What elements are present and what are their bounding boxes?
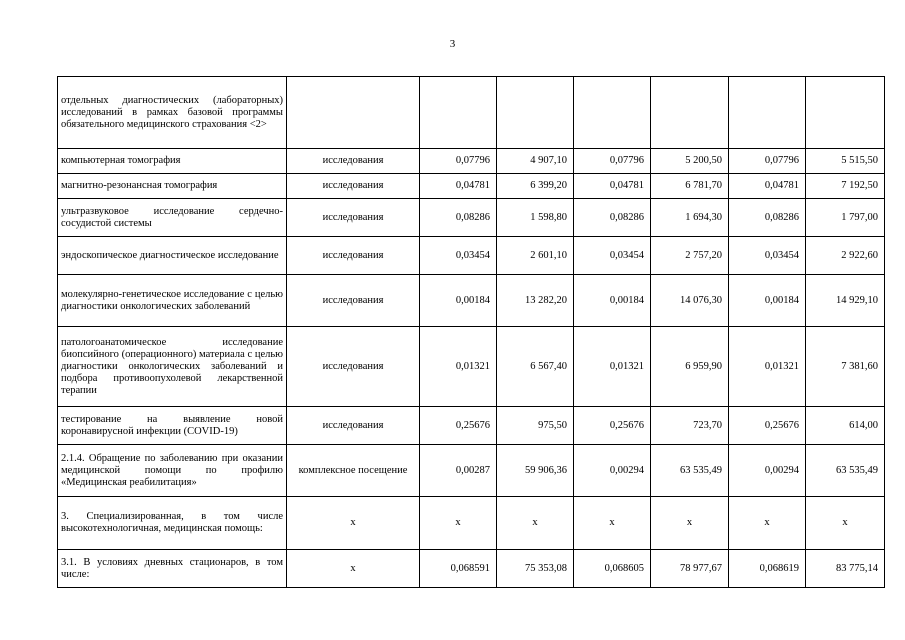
row-name: магнитно-резонансная томография	[58, 174, 287, 199]
row-unit: комплексное посещение	[287, 445, 420, 497]
row-value: 0,25676	[729, 407, 806, 445]
table-row	[58, 174, 885, 199]
row-value: 78 977,67	[651, 550, 729, 588]
row-name: 3. Специализированная, в том числе высокотехнологичная, медицинская помощь:	[58, 497, 287, 550]
row-value	[574, 77, 651, 149]
row-name: компьютерная томография	[58, 149, 287, 174]
row-value: 0,01321	[420, 327, 497, 407]
row-value: 0,07796	[420, 149, 497, 174]
row-value	[651, 77, 729, 149]
row-value: 0,03454	[729, 237, 806, 275]
row-value: 2 601,10	[497, 237, 574, 275]
row-unit: исследования	[287, 237, 420, 275]
row-value: 13 282,20	[497, 275, 574, 327]
row-value: 1 598,80	[497, 199, 574, 237]
row-value: 0,00294	[574, 445, 651, 497]
row-value: 14 076,30	[651, 275, 729, 327]
row-value: 0,04781	[420, 174, 497, 199]
row-value: х	[574, 497, 651, 550]
row-value: 0,01321	[729, 327, 806, 407]
row-value: 5 515,50	[806, 149, 885, 174]
row-value	[729, 77, 806, 149]
row-value: 0,08286	[420, 199, 497, 237]
row-value: 6 781,70	[651, 174, 729, 199]
row-value: 7 192,50	[806, 174, 885, 199]
row-value: 59 906,36	[497, 445, 574, 497]
row-value: х	[651, 497, 729, 550]
row-unit: исследования	[287, 275, 420, 327]
row-value: 0,07796	[729, 149, 806, 174]
table-row	[58, 199, 885, 237]
row-value: 6 959,90	[651, 327, 729, 407]
table-row	[58, 550, 885, 588]
row-value: 0,068619	[729, 550, 806, 588]
row-value: 0,07796	[574, 149, 651, 174]
row-value: 75 353,08	[497, 550, 574, 588]
row-value: 14 929,10	[806, 275, 885, 327]
row-value: 723,70	[651, 407, 729, 445]
row-value: х	[806, 497, 885, 550]
row-name: патологоанатомическое исследование биопсийного (операционного) материала с целью диагностики онкологических заболеваний и подбора противоопухолевой лекарственной терапии	[58, 327, 287, 407]
row-name: отдельных диагностических (лабораторных) исследований в рамках базовой программы обязательного медицинского страхования <2>	[58, 77, 287, 149]
row-unit: исследования	[287, 149, 420, 174]
row-value: 0,00184	[574, 275, 651, 327]
row-value: 0,068591	[420, 550, 497, 588]
table-row	[58, 445, 885, 497]
row-unit: исследования	[287, 327, 420, 407]
table-row	[58, 407, 885, 445]
table-row	[58, 327, 885, 407]
row-name: 3.1. В условиях дневных стационаров, в том числе:	[58, 550, 287, 588]
page-number: 3	[449, 38, 456, 50]
row-value: 0,068605	[574, 550, 651, 588]
row-unit	[287, 77, 420, 149]
row-value: 0,04781	[729, 174, 806, 199]
row-value: 975,50	[497, 407, 574, 445]
row-value: 0,00294	[729, 445, 806, 497]
row-value: х	[497, 497, 574, 550]
table-row	[58, 149, 885, 174]
row-value: 6 567,40	[497, 327, 574, 407]
row-value: 0,25676	[574, 407, 651, 445]
row-name: молекулярно-генетическое исследование с целью диагностики онкологических заболеваний	[58, 275, 287, 327]
row-unit: исследования	[287, 174, 420, 199]
row-unit: исследования	[287, 199, 420, 237]
row-value: 0,00184	[729, 275, 806, 327]
row-name: ультразвуковое исследование сердечно-сосудистой системы	[58, 199, 287, 237]
row-value: 5 200,50	[651, 149, 729, 174]
row-value	[420, 77, 497, 149]
row-value: 1 797,00	[806, 199, 885, 237]
row-value: 63 535,49	[651, 445, 729, 497]
row-name: 2.1.4. Обращение по заболеванию при оказании медицинской помощи по профилю «Медицинская реабилитация»	[58, 445, 287, 497]
row-value: 0,00287	[420, 445, 497, 497]
row-unit: х	[287, 550, 420, 588]
row-value	[497, 77, 574, 149]
table-row	[58, 497, 885, 550]
row-value: 0,04781	[574, 174, 651, 199]
table-row	[58, 77, 885, 149]
row-value: 0,08286	[574, 199, 651, 237]
table-row	[58, 237, 885, 275]
row-name: тестирование на выявление новой коронавирусной инфекции (COVID-19)	[58, 407, 287, 445]
row-value	[806, 77, 885, 149]
row-value: 7 381,60	[806, 327, 885, 407]
row-value: 0,01321	[574, 327, 651, 407]
row-value: 2 757,20	[651, 237, 729, 275]
row-value: 614,00	[806, 407, 885, 445]
row-value: 4 907,10	[497, 149, 574, 174]
row-value: 0,03454	[574, 237, 651, 275]
row-value: 0,03454	[420, 237, 497, 275]
row-value: х	[420, 497, 497, 550]
norms-table	[57, 76, 885, 588]
row-value: 6 399,20	[497, 174, 574, 199]
row-unit: исследования	[287, 407, 420, 445]
row-value: 0,08286	[729, 199, 806, 237]
row-value: х	[729, 497, 806, 550]
table-row	[58, 275, 885, 327]
row-value: 83 775,14	[806, 550, 885, 588]
row-name: эндоскопическое диагностическое исследование	[58, 237, 287, 275]
row-unit: х	[287, 497, 420, 550]
row-value: 2 922,60	[806, 237, 885, 275]
row-value: 63 535,49	[806, 445, 885, 497]
row-value: 1 694,30	[651, 199, 729, 237]
row-value: 0,25676	[420, 407, 497, 445]
row-value: 0,00184	[420, 275, 497, 327]
